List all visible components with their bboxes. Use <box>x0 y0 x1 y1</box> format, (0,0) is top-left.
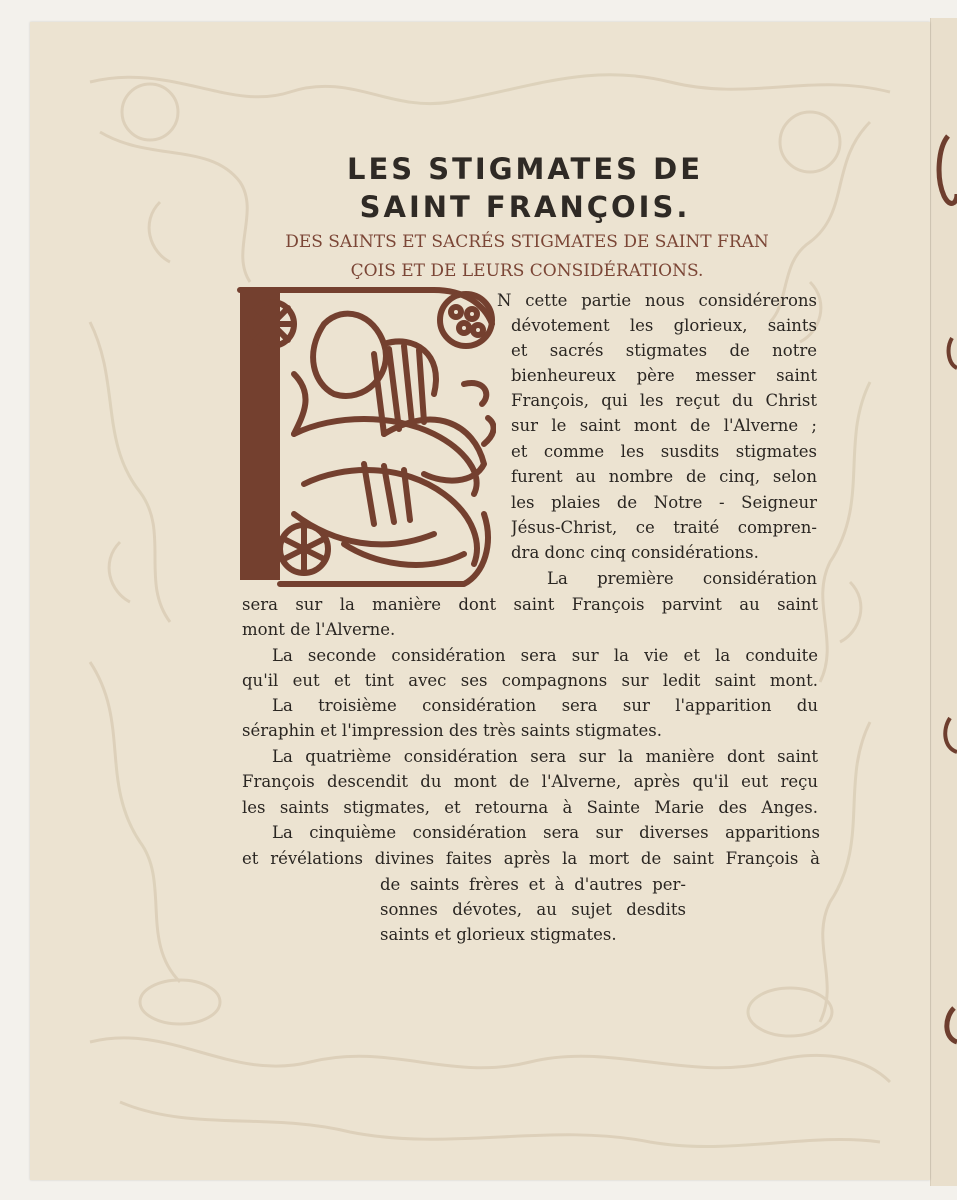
text-line: La première considération <box>547 569 817 588</box>
text-line: de saints frères et à d'autres per- <box>380 875 686 894</box>
text-line: François, qui les reçut du Christ <box>511 391 817 410</box>
text-line: mont de l'Alverne. <box>242 620 396 639</box>
text-line: et sacrés stigmates de notre <box>511 341 817 360</box>
text-line: dévotement les glorieux, saints <box>511 316 817 335</box>
text-line: La quatrième considération sera sur la manière dont saint <box>272 747 818 766</box>
subtitle-line-2: ÇOIS ET DE LEURS CONSIDÉRATIONS. <box>350 261 704 281</box>
title-line-1: LES STIGMATES DE <box>346 152 704 186</box>
text-line: sonnes dévotes, au sujet desdits <box>380 900 686 919</box>
text-line: qu'il eut et tint avec ses compagnons sur ledit saint mont. <box>242 671 818 690</box>
text-line: sera sur la manière dont saint François parvint au saint <box>242 595 818 614</box>
text-line: bienheureux père messer saint <box>511 366 817 385</box>
page-subtitle <box>232 228 822 286</box>
text-line: séraphin et l'impression des très saints stigmates. <box>242 721 663 740</box>
text-line: et révélations divines faites après la mort de saint François à <box>242 849 820 868</box>
title-line-2: SAINT FRANÇOIS. <box>359 190 691 224</box>
subtitle-line-1: DES SAINTS ET SACRÉS STIGMATES DE SAINT FRAN <box>285 232 769 252</box>
page-title <box>230 150 820 226</box>
facing-page-ornament-icon <box>930 18 957 1186</box>
text-line: La troisième considération sera sur l'apparition du <box>272 696 818 715</box>
text-line: N cette partie nous considérerons <box>497 291 817 310</box>
text-line: saints et glorieux stigmates. <box>380 925 617 944</box>
text-line: La seconde considération sera sur la vie et la conduite <box>272 646 818 665</box>
text-line: et comme les susdits stigmates <box>511 442 817 461</box>
text-line: Jésus-Christ, ce traité compren- <box>511 518 817 537</box>
text-line: François descendit du mont de l'Alverne, après qu'il eut reçu <box>242 772 818 791</box>
text-line: sur le saint mont de l'Alverne ; <box>511 416 817 435</box>
woodcut-initial-e-icon <box>234 284 496 590</box>
text-line: furent au nombre de cinq, selon <box>511 467 817 486</box>
text-line: La cinquième considération sera sur diverses apparitions <box>272 823 820 842</box>
text-line: les plaies de Notre - Seigneur <box>511 493 817 512</box>
text-line: les saints stigmates, et retourna à Sainte Marie des Anges. <box>242 798 818 817</box>
text-line: dra donc cinq considérations. <box>511 543 759 562</box>
